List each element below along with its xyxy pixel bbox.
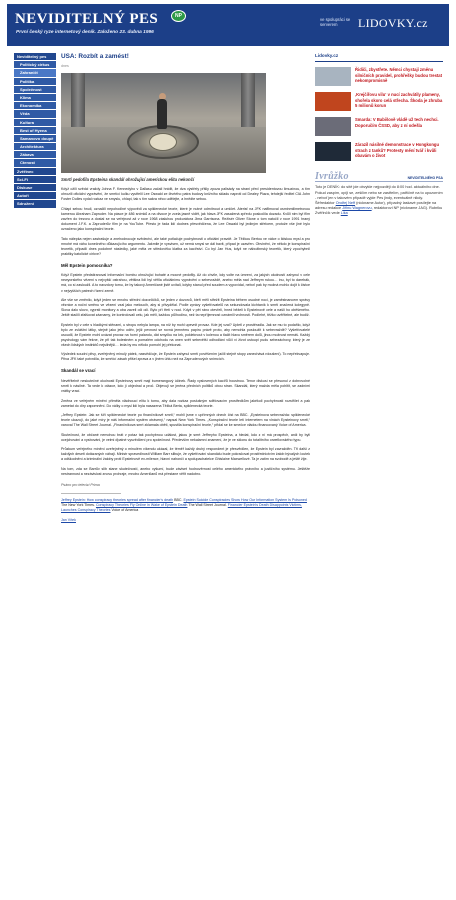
sidebar-item[interactable]: Zahraničí	[14, 69, 56, 77]
sidebar-nav	[14, 53, 56, 209]
article-title: USA: Rozbít a zamést!	[61, 53, 129, 60]
article-paragraph: Epstein byl v cele s hladkými stěnami, u stropu nebyla lampa, na níž by mohl upevnit provaz. Kde jej vzal? Upletl z prostěradla. Jak se mu to podařilo, když bylo ze zvláštní látky, stejně jako jeho oděv, jejíž pevnost se rovná jemnému papíru právě proto, aby nemohla posloužit k sebevraždě? Vyšetřovatelé usoudil, že Epstein mohl uvázat provaz na horní palandu, dát smyčku na krk, pokleknout v kolenou a tlačit hlavu směrem dolů, jinou možnost nemáš. Každý psychology vám řekne, že při tak bolestném a pomalém odchodu na onen svět sebevětší odhodlání vůči ví život ustoupí pudu sebezáchovy, který je ze všech lidských instinktů nejsilnější… leda by mu někdo pomohl jej překonat.	[61, 322, 310, 347]
ivrzko-text	[315, 185, 443, 216]
article-date: dnes	[61, 63, 69, 68]
sidebar-item[interactable]: Best of Hyena	[14, 127, 56, 135]
sidebar-item[interactable]: Klima	[14, 94, 56, 102]
subhead-scandal: Skandál se vrací	[61, 368, 96, 374]
ref-link-wsj[interactable]: Conspiracy Theories Fly Online in Wake of Epstein Death	[95, 503, 188, 508]
ivrzko-intro: Toto je DENÍK: do sítě jde obvykle nejpozději do 8:00 hod. aktuálního dne. Pokud zaspím, opíji se, zešílím nebo se zastřelím, patříčně na to upozorním - neboť jen v takovém případě vyjde Pes jindy, eventuálně nikdy.	[315, 185, 443, 200]
ref-outlet: BBC.	[173, 498, 184, 503]
photo-pillar	[71, 73, 85, 133]
news-headline[interactable]: Smarda: V Babišově vládě už tech nechci. Doporučím ČSSD, aby z ní odešla	[355, 117, 439, 128]
lidovky-heading[interactable]: Lidovky.cz	[315, 53, 443, 62]
news-thumbnail[interactable]	[315, 142, 351, 161]
site-logo[interactable]: NEVIDITELNÝ PES	[15, 11, 159, 27]
article-paragraph: Tato nálepka nejen zastrašuje a znehodnocuje svědectví, ale také potlačuje pochybnosti o oficiální pravdě. Je Těžkou Bertou ve válce o lidskou mysl a pro mnohé má váhu konečného důkazujícího argumentu. Jakmile je vysvisen, už nemá smysl se dál bavit, případ je uzavřen. Obvinění, že někdo je konspirační teoretik, připadlí dnes podobné následky, jaké měla ve středověku klatba za kacířství. Co byl Jan Hus, když ne nábožbnský teoretik, který zpochybnil praktiky katolické církve?	[61, 236, 310, 256]
sidebar-item[interactable]: Společnost	[14, 86, 56, 94]
sidebar-item[interactable]: Politický cirkus	[14, 61, 56, 69]
article-body-part-2	[61, 273, 310, 362]
lidovky-logo[interactable]: LIDOVKY.cz	[358, 16, 428, 30]
article-references	[61, 498, 310, 513]
article-paragraph: Když Epstein předstiranoval informační bombu ohrožující bohaté a mocné pedofily. Až do chvíle, kdy volte na úmrení, za jakých okolností zahynul v cele newyorského vězení s nejvyšší ostrahou, většina lidí byl věřila oficiálnímu vyprávění o sebevraždě, anebo měla nad Jeffreym rukou… inu, byl to darebák, má, co si zasloužil. A to navzdory tomu, že by takový Američané jistě uvítali, kdyby stanul před soudem a vypovídal, neboť pak by možná mohlo dojít k čistce v nejvyšších patrech řízení země.	[61, 273, 310, 293]
article-paragraph: Skutečnost, že občané nemohou brát v potaz tak pochybnou událost, jakou je smrt Jeffreyho Epsteina, a hledat, kdo z ní má prospěch, aniž by byli ocejchování a vysbováni, je velmi ďpatné vysvědčení pro společnost. Především nekalamní znamení, že je ve sklonu do totalitního orwellovského typu.	[61, 432, 310, 442]
article-body-part-3	[61, 379, 310, 477]
news-thumbnail[interactable]	[315, 67, 351, 86]
ivrzko-text-4: , redaktorovi NP (nickname JAG). Rubriku Zvěřinčík vede	[315, 205, 443, 216]
sidebar-item[interactable]: Autoři	[14, 192, 56, 200]
news-item[interactable]	[315, 142, 443, 162]
news-thumbnail[interactable]	[315, 92, 351, 111]
article-paragraph: „Jeffrey Epstein: Jak se šíří spiklenecké teorie po finančníkově smrti,“ mohli jsme v upřímných dnech číst na BBC. „Epsteinova sebevražda: spiklenecké teorie ukazují, do jaké míry je náš informační systém otrávený,“ napsal New York Times. „Konspirační teorie letí internetem na vlnách Epsteinovy smrti,“ varoval The Wall Street Journal. „Finančníkova smrt zklamala oběti, spustila konspirační teorie,“ přidal se ke smečce vládou financovaný Voice of America.	[61, 413, 310, 428]
sidebar-item[interactable]: Politika	[14, 78, 56, 86]
news-headline[interactable]: ‚Krejčířovu vilu‘ v nucí zachvátily plameny, shořela skoro celá střecha. Škoda je zhruba 5 milionů korun	[355, 92, 443, 108]
article-paragraph: Změna ve veřejném mínění přiměla vládnoucí elitu k tomu, aby dala rozkaz poslušným sdělovacím prostředkům jakékoli pochybnosti rozstřílet a pak zametat do díry zapomnění. Do války o mysl lidí byla nasazena Těžká Berta, spiklenecká teorie.	[61, 398, 310, 408]
article-paragraph: Výsledek soudní pitvy, zveřejněný minulý pátek, nasvědčuje, že Epstein zahynul smrtí pověšením (ačili stejně stopy zanechává rdoušení). To nepřekvapuje. Pitva JFK také potvrdila, že smrtící zásah přišel zprava a v jiném úhlu než na Zapruderových snímcích.	[61, 352, 310, 362]
article-paragraph: Ale vše se změnilo, když jeden se mnohu střední dozorčičků, se jeden z dozorců, kteří měli střežit Epsteina během osudné noci, je zaměstnancem správy věznice a noční směnu ve vězení vzal jako meloucih, aby si přivydělal. Podle zprávy vyšetřovatelů na sekundovala kichtaník k smrti značená kolegyně. Slova dalo slovo, vyprsti monitory a oba zaveli oči oči. Bylo pří třetí v noci. Když v pět ráno otevřeli, hned běželi k Epsteinově cele a našli ho oběšeného. Ještě stačili zfalšovat záznamy, že kontrolovali celu, jak měli, každou půlhodinu, než ta nepříjemnost oznámili vrchnosti. Podlehé, těžko uvěřitelné, ale budiž.	[61, 298, 310, 318]
site-tagline: První český ryze internetový deník. Založeno 23. dubna 1996	[16, 30, 154, 35]
sidebar-item[interactable]: Diskuse	[14, 184, 56, 192]
ivrzko-brand	[315, 170, 443, 182]
editor-2-link[interactable]: Jiřinu Wagnerovu	[342, 205, 372, 210]
sidebar-item[interactable]: Architektura	[14, 143, 56, 151]
editor-link[interactable]: Ondřej Neff	[335, 200, 356, 205]
article-paragraph: Chlapi sebou hnuli, označili nepohodlné výpovědi za spiklenecké teorie, které je nutné odmítnout a umlčet. Aterisť na JFK nafilmoval osminmilimetrovou kamerou Abraham Zapruder. Na pásce je 486 snímků a na divoce je zcela jasně vidět, jak hlava JFK zasažená zpředu poskočila dozadu. Kvůli nim byl film zavřen do trezoru a dostal se na veřejnost až v roce 1968 zásluhou prokurátora Jima Garrisona. Režisér Oliver Stone o tom natočil v roce 1991 hraný dokument J.F.K. a Zapruderův film je na YouTube. Přesto je řada lidí dodnes přesvědčena, že Lee Oswald byl jediným střelcem, protože vše jiné bylo označeno jako konspirační teorie.	[61, 206, 310, 232]
news-list	[315, 67, 443, 162]
sidebar-item[interactable]: Neviditelný pes	[14, 53, 56, 61]
news-headline[interactable]: Řidiči, zbystřete. Němci chystají změnu silničních pravidel, prohřešky budou trestat nekompromisně	[355, 67, 443, 83]
article-source: Psáno pro televizi Prima	[61, 483, 100, 487]
ref-link-voa[interactable]: Financier Epstein's Death Disappoints Victims, Launches Conspiracy Theories	[61, 503, 302, 513]
news-item[interactable]	[315, 117, 443, 137]
article-paragraph: Když ožilí svědci vraždy Johna F. Kennedyho v Dallasu začali hnidit, že dva výstřely přišly zpoza palisády na strani před presidentovou limuzínou, a tím ohrozili oficiální vyprávění, že smrtící kulku vystřelil Lee Oswald ze čtvrtého patra budovy knižního skladu naproti od Dealey Plaza, tehdejší ředitel CIA John Foster Dulles vydal rozkaz ve smyslu, chlapi, tak s tím sakra něco udělejte, a hnědte sebou.	[61, 187, 310, 202]
news-thumbnail[interactable]	[315, 117, 351, 136]
news-item[interactable]	[315, 67, 443, 87]
ref-outlet: Voice of America	[110, 508, 139, 513]
photo-person	[157, 99, 167, 129]
sidebar-item[interactable]: Zvěřinec	[14, 168, 56, 176]
lika-link[interactable]: Lika	[340, 211, 348, 216]
ivrzko-editor-label: Šéfredaktor	[315, 200, 336, 205]
ivrzko-tag: NEVIDITELNÉHO PSA	[407, 175, 443, 180]
news-item[interactable]	[315, 92, 443, 112]
ref-outlet: The New York Times.	[61, 503, 96, 508]
author-link[interactable]: Jan Vítek	[61, 518, 76, 523]
right-column	[315, 53, 443, 216]
ivrzko-text-3: (nickname Autor), případný laskavé posílejte na adresu redakce	[315, 200, 437, 210]
ref-outlet: The Wall Street Journal.	[187, 503, 228, 508]
ref-link-bbc[interactable]: Jeffrey Epstein: How conspiracy theories spread after financier's death	[61, 498, 174, 503]
article-paragraph: Na tom, zda se Barrův slib stane skutečností, anebo vyšumí, bude záviset hodnověrnost celého amerického právního a justičního systému. Ještěže nestrannost a nezávislost znovu prohraje, mnoho Američanů má přestane věřit nadobro.	[61, 466, 310, 476]
article-body-part-1	[61, 187, 310, 256]
sidebar-item[interactable]: Kultura	[14, 119, 56, 127]
sidebar-item[interactable]: Ctenost	[14, 159, 56, 167]
photo-pillar	[241, 73, 255, 133]
photo-caption: Smrtí pedofila Epsteina skandál ohrožující americkou elitu nekončí	[61, 177, 195, 182]
article-main	[61, 53, 310, 523]
sidebar-item[interactable]: Ekonomika	[14, 102, 56, 110]
news-headline[interactable]: Zárazil násilné demonstrace v Hongkongu strach z tanků? Protesty mění tvář i kvůli obavám o život	[355, 142, 440, 158]
ref-link-nyt[interactable]: Epstein Suicide Conspiracies Show How Our Information System Is Poisoned	[183, 498, 307, 503]
subhead-helper: Měl Epstein pomocníka?	[61, 262, 113, 268]
sidebar-item[interactable]: Sdružení	[14, 200, 56, 208]
np-badge-icon: NP	[171, 10, 186, 22]
article-photo	[61, 73, 266, 173]
ivrzko-logo: Ivrůžko	[315, 171, 349, 183]
cia-seal-center	[149, 133, 177, 151]
partner-note: ve spolupráci se serverem	[320, 17, 351, 28]
sidebar-item[interactable]: Zábava	[14, 151, 56, 159]
divider	[61, 493, 121, 494]
article-paragraph: Průzkum veřejného mínění uveřejněný o minulém víkendu ukázal, že téměř každý druhý respondent je přesvědčen, že Epstein byl zavražděn. Tři další z každých deseti dotázaných váhají. Ministr spravedlnosti William Barr slibuje, že vyšetřování skandálu bude pokračovat prostřednictvím žalob bývalých loutek a odškodnění a kriminální žaloby proti Epsteinově ex-milence, hlavní nahončí a spolupachatelce Ghislaine Maxwellové. Ta je zatím na svobodě a ještě žije.	[61, 447, 310, 462]
article-paragraph: Nevěřitelně neskutečné okolnosti Epsteinovy smrti mají bumerangový účinek. Řady vyslovených kacířů houstnou. Tenor diskusí se přesunul z dobrovolné smrti k násilné. Ta vede k otázce, kdo jí objednal a proč. Objevují se jména předních politiků obou stran. Skandál, který mažda měla pohltit, se zadními vrátky vrací.	[61, 379, 310, 394]
site-header	[7, 4, 449, 46]
sidebar-item[interactable]: Samanovo doupě	[14, 135, 56, 143]
sidebar-item[interactable]: Věda	[14, 110, 56, 118]
sidebar-item[interactable]: Sci-Fi	[14, 176, 56, 184]
